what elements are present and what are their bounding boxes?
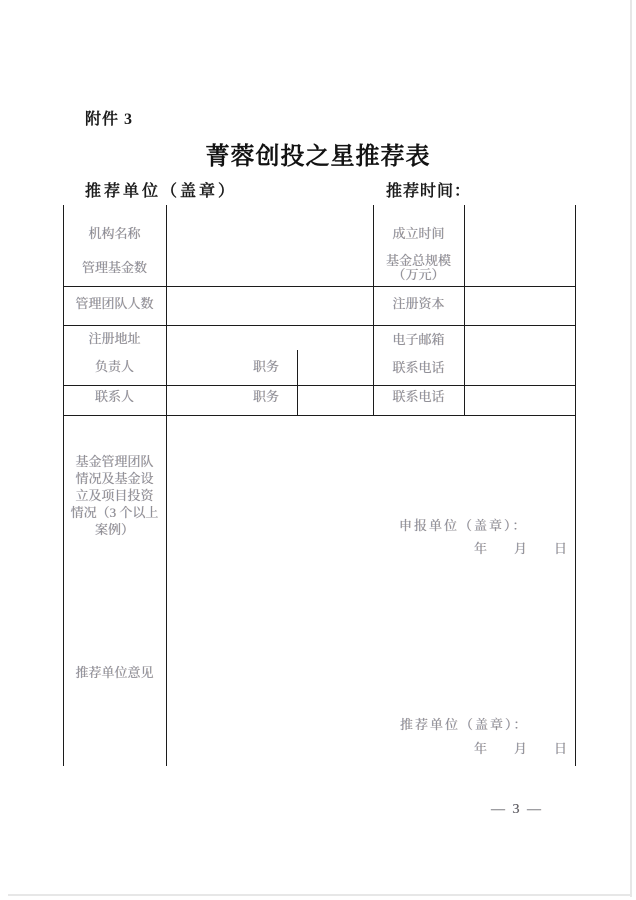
table-hline-1 xyxy=(63,286,576,287)
recommend-date-label: 年 月 日 xyxy=(474,741,575,756)
scan-edge-bottom xyxy=(8,894,630,896)
principal-position-label: 职务 xyxy=(252,359,279,374)
fund-team-info-line3: 立及项目投资 xyxy=(75,488,154,503)
scan-edge-right xyxy=(630,0,632,897)
table-hline-4 xyxy=(63,415,576,416)
recommend-time-label: 推荐时间： xyxy=(386,183,472,200)
table-vline-label-col xyxy=(166,205,167,766)
page-title: 菁蓉创投之星推荐表 xyxy=(205,143,431,170)
fund-team-info-line1: 基金管理团队 xyxy=(75,454,154,469)
table-vline-position-col xyxy=(297,350,298,415)
team-size-label: 管理团队人数 xyxy=(75,296,154,311)
declare-date-label: 年 月 日 xyxy=(474,541,575,556)
contact-position-label: 职务 xyxy=(252,389,279,404)
fund-team-info-line2: 情况及基金设 xyxy=(75,471,154,486)
recommending-unit-label: 推荐单位（盖章） xyxy=(85,183,238,200)
attachment-label: 附件 3 xyxy=(85,111,134,128)
fund-scale-label-line1: 基金总规模 xyxy=(385,253,451,268)
fund-team-info-line4: 情况（3 个以上 xyxy=(70,505,159,520)
recommend-unit-seal-label: 推荐单位（盖章）： xyxy=(400,717,529,732)
principal-phone-label: 联系电话 xyxy=(392,360,445,375)
table-hline-3 xyxy=(63,385,576,386)
org-name-label: 机构名称 xyxy=(88,226,141,241)
email-label: 电子邮箱 xyxy=(392,332,445,347)
contact-phone-label: 联系电话 xyxy=(392,389,445,404)
managed-funds-label: 管理基金数 xyxy=(81,260,147,275)
registered-address-label: 注册地址 xyxy=(88,331,141,346)
table-vline-right xyxy=(575,205,576,766)
recommend-opinion-label: 推荐单位意见 xyxy=(75,665,154,680)
table-vline-right-value-col xyxy=(464,205,465,415)
table-hline-2 xyxy=(63,325,576,326)
contact-label: 联系人 xyxy=(94,389,134,404)
fund-scale-label-line2: （万元） xyxy=(392,267,445,282)
registered-capital-label: 注册资本 xyxy=(392,296,445,311)
declare-unit-seal-label: 申报单位（盖章）： xyxy=(399,518,528,533)
fund-team-info-line5: 案例） xyxy=(94,522,134,537)
recommendation-table xyxy=(63,205,576,766)
principal-label: 负责人 xyxy=(94,359,134,374)
founding-time-label: 成立时间 xyxy=(392,226,445,241)
page-number: — 3 — xyxy=(491,802,543,817)
